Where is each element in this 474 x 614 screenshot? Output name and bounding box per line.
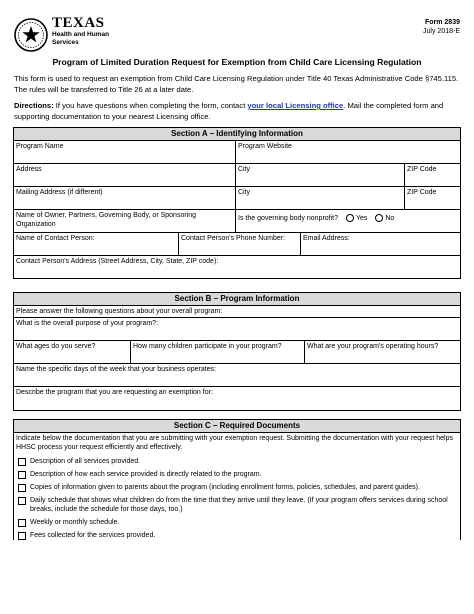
section-c-heading: Section C – Required Documents — [14, 420, 460, 433]
mailing-city-field[interactable]: City — [236, 187, 405, 209]
doc-item-label: Description of how each service provided is directly related to the program. — [30, 471, 262, 478]
form-date: July 2018-E — [423, 28, 460, 35]
doc-item-label: Weekly or monthly schedule. — [30, 519, 120, 526]
doc-checkbox-row — [14, 470, 460, 479]
row-ages — [14, 341, 460, 364]
row-describe — [14, 387, 460, 410]
doc-checkbox-row — [14, 496, 460, 514]
directions-label: Directions: — [14, 101, 54, 110]
page-header — [14, 16, 460, 56]
doc-item-label: Fees collected for the services provided. — [30, 532, 156, 539]
purpose-field[interactable]: What is the overall purpose of your program?: — [16, 320, 159, 327]
doc-checkbox-2[interactable] — [18, 471, 26, 479]
row-address — [14, 164, 460, 187]
doc-checkbox-4[interactable] — [18, 497, 26, 505]
agency-name-texas: TEXAS — [52, 15, 105, 31]
section-b-heading: Section B – Program Information — [14, 293, 460, 306]
mailing-address-field[interactable]: Mailing Address (if different) — [14, 187, 236, 209]
mailing-zip-field[interactable]: ZIP Code — [407, 189, 437, 196]
row-days — [14, 364, 460, 387]
zip-field[interactable]: ZIP Code — [407, 166, 437, 173]
section-b-instructions: Please answer the following questions about your overall program: — [14, 306, 460, 318]
row-mailing — [14, 187, 460, 210]
agency-name-line3: Services — [52, 38, 79, 46]
nonprofit-question — [236, 210, 460, 232]
licensing-office-link[interactable]: your local Licensing office — [247, 101, 344, 110]
contact-address-field[interactable]: Contact Person's Address (Street Address, City, State, ZIP code): — [16, 258, 219, 265]
program-name-field[interactable]: Program Name — [14, 141, 236, 163]
contact-name-field[interactable]: Name of Contact Person: — [14, 233, 179, 255]
city-field[interactable]: City — [236, 164, 405, 186]
children-count-field[interactable]: How many children participate in your program? — [131, 341, 305, 363]
section-a-table — [13, 127, 461, 279]
days-field[interactable]: Name the specific days of the week that your business operates: — [16, 366, 216, 373]
nonprofit-no-radio[interactable] — [375, 214, 383, 222]
ages-field[interactable]: What ages do you serve? — [14, 341, 131, 363]
nonprofit-no-label: No — [385, 215, 395, 222]
form-number: Form 2839 — [424, 19, 460, 26]
email-field[interactable]: Email Address: — [303, 235, 350, 242]
agency-brand — [52, 16, 109, 46]
section-c-instructions: Indicate below the documentation that you are submitting with your exemption request. Submitting the documentation with your request helps HHSC process your request efficiently and effectively. — [16, 435, 453, 451]
agency-name-line2: Health and Human — [52, 31, 110, 38]
doc-checkbox-6[interactable] — [18, 532, 26, 540]
doc-item-label: Description of all services provided. — [30, 458, 141, 465]
doc-checkbox-row — [14, 531, 460, 540]
doc-checkbox-3[interactable] — [18, 484, 26, 492]
address-field[interactable]: Address — [14, 164, 236, 186]
describe-field[interactable]: Describe the program that you are requesting an exemption for: — [16, 389, 213, 396]
doc-checkbox-row — [14, 483, 460, 492]
doc-checkbox-5[interactable] — [18, 519, 26, 527]
directions-text — [14, 101, 462, 122]
page-title: Program of Limited Duration Request for Exemption from Child Care Licensing Regulation — [52, 57, 422, 67]
form-number-block — [423, 18, 460, 36]
nonprofit-label: Is the governing body nonprofit? — [238, 215, 339, 222]
section-a-heading: Section A – Identifying Information — [14, 128, 460, 141]
row-purpose — [14, 318, 460, 341]
program-website-field[interactable]: Program Website — [238, 143, 292, 150]
section-c-table — [13, 419, 461, 540]
directions-text-after: . Mail the completed form and supporting documentation to your nearest Licensing office. — [14, 101, 444, 121]
contact-phone-field[interactable]: Contact Person's Phone Number: — [179, 233, 301, 255]
doc-checkbox-row — [14, 457, 460, 466]
owner-name-field[interactable]: Name of Owner, Partners, Governing Body, or Sponsoring Organization — [14, 210, 236, 232]
section-b-table — [13, 292, 461, 411]
doc-checkbox-row — [14, 518, 460, 527]
nonprofit-yes-label: Yes — [355, 215, 368, 222]
directions-text-before: If you have questions when completing the form, contact — [53, 101, 248, 110]
doc-item-label: Copies of information given to parents about the program (including enrollment forms, policies, schedules, and parent guides). — [30, 484, 420, 491]
texas-seal-logo — [14, 18, 48, 52]
row-contact — [14, 233, 460, 256]
row-contact-address — [14, 256, 460, 278]
nonprofit-yes-radio[interactable] — [346, 214, 354, 222]
row-program — [14, 141, 460, 164]
row-owner — [14, 210, 460, 233]
intro-text: This form is used to request an exemption from Child Care Licensing Regulation under Title 40 Texas Administrative Code §745.115. The rules will be transferred to Title 26 at a later date. — [14, 74, 459, 94]
operating-hours-field[interactable]: What are your program's operating hours? — [307, 343, 439, 350]
doc-checkbox-1[interactable] — [18, 458, 26, 466]
doc-item-label: Daily schedule that shows what children do from the time that they arrive until they leave. (If your program offers services during school breaks, include the schedule for those days, too.) — [30, 497, 448, 513]
